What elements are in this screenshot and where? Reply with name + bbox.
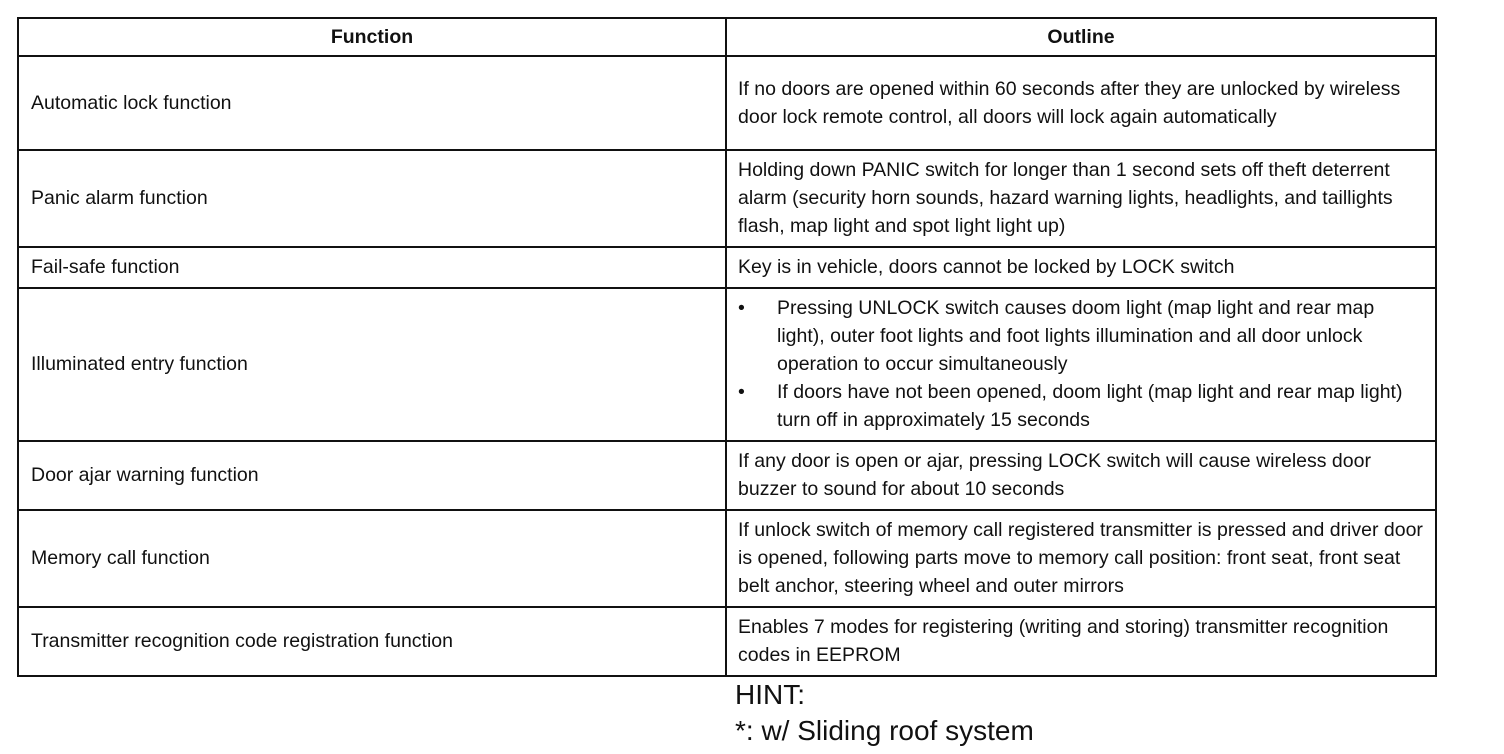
outline-cell: If unlock switch of memory call registered transmitter is pressed and driver door is opened, following parts move to memory call position: front seat, front seat belt anchor, steering wheel and outer mirrors: [726, 510, 1436, 607]
outline-cell: Holding down PANIC switch for longer than 1 second sets off theft deterrent alarm (security horn sounds, hazard warning lights, headlights, and taillights flash, map light and spot light light up): [726, 150, 1436, 247]
hint-note: *: w/ Sliding roof system: [735, 715, 1034, 746]
function-cell: Memory call function: [18, 510, 726, 607]
table-row: [18, 288, 1436, 441]
function-cell: Illuminated entry function: [18, 288, 726, 441]
table-row: [18, 247, 1436, 288]
bullet-icon: •: [738, 381, 745, 403]
function-cell: Door ajar warning function: [18, 441, 726, 510]
function-cell: Transmitter recognition code registration function: [18, 607, 726, 676]
table-header-row: [18, 18, 1436, 56]
bullet-icon: •: [738, 297, 745, 319]
list-item-text: If doors have not been opened, doom light (map light and rear map light) turn off in approximately 15 seconds: [777, 381, 1403, 431]
list-item: [738, 294, 1425, 378]
table-row: [18, 56, 1436, 150]
outline-bullet-list: [738, 294, 1425, 434]
function-cell: Panic alarm function: [18, 150, 726, 247]
function-cell: Fail-safe function: [18, 247, 726, 288]
function-cell: Automatic lock function: [18, 56, 726, 150]
table-row: [18, 607, 1436, 676]
table-row: [18, 150, 1436, 247]
list-item: [738, 378, 1425, 434]
header-function: Function: [18, 18, 726, 56]
outline-cell: Enables 7 modes for registering (writing and storing) transmitter recognition codes in EEPROM: [726, 607, 1436, 676]
table-row: [18, 510, 1436, 607]
list-item-text: Pressing UNLOCK switch causes doom light (map light and rear map light), outer foot lights and foot lights illumination and all door unlock operation to occur simultaneously: [777, 297, 1375, 375]
outline-cell: [726, 288, 1436, 441]
function-outline-table: [17, 17, 1437, 677]
outline-cell: If any door is open or ajar, pressing LOCK switch will cause wireless door buzzer to sound for about 10 seconds: [726, 441, 1436, 510]
outline-cell: If no doors are opened within 60 seconds after they are unlocked by wireless door lock remote control, all doors will lock again automatically: [726, 56, 1436, 150]
hint-title: HINT:: [735, 679, 805, 710]
header-outline: Outline: [726, 18, 1436, 56]
hint-block: [735, 677, 1034, 749]
outline-cell: Key is in vehicle, doors cannot be locked by LOCK switch: [726, 247, 1436, 288]
table-row: [18, 441, 1436, 510]
